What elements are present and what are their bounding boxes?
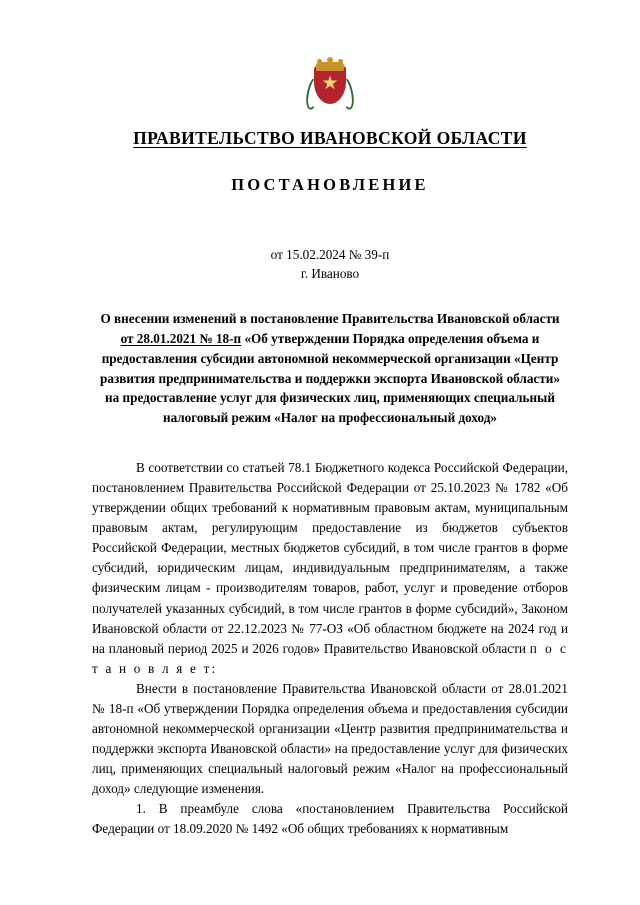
paragraph-1 bbox=[92, 458, 568, 679]
document-type-subtitle: ПОСТАНОВЛЕНИЕ bbox=[231, 175, 429, 194]
document-body bbox=[92, 458, 568, 839]
document-heading bbox=[92, 309, 568, 428]
document-city: г. Иваново bbox=[300, 266, 360, 282]
firebird-icon: ★ bbox=[321, 73, 339, 94]
resolves-word: п о с т а н о в л я е т: bbox=[92, 640, 569, 676]
emblem-container bbox=[92, 62, 568, 114]
crown-icon bbox=[316, 62, 344, 71]
crown-center-orb-icon bbox=[327, 57, 333, 63]
page-title: ПРАВИТЕЛЬСТВО ИВАНОВСКОЙ ОБЛАСТИ bbox=[133, 128, 527, 148]
document-heading-text: О внесении изменений в постановление Правительства Ивановской области от 28.01.2021 № 18-п «Об утверждении Порядка определения объема и предоставления субсидии автономной некоммерческой организации «Центр развития предпринимательства и поддержки экспорта Ивановской области» на предоставление услуг для физических лиц, применяющих специальный налоговый режим «Налог на профессиональный доход» bbox=[100, 311, 560, 426]
document-meta bbox=[92, 245, 568, 283]
paragraph-1-text: В соответствии со статьей 78.1 Бюджетного кодекса Российской Федерации, постановлением Правительства Российской Федерации от 25.10.2023 № 1782 «Об утверждении общих требований к нормативным правовым актам, муниципальным правовым актам, регулирующим предоставление из бюджетов субъектов Российской Федерации, местных бюджетов субсидий, в том числе грантов в форме субсидий, юридическим лицам, индивидуальным предпринимателям, а также физическим лицам - производителям товаров, работ, услуг и проведение отборов получателей указанных субсидий, в том числе грантов в форме субсидий», Законом Ивановской области от 22.12.2023 № 77-ОЗ «Об областном бюджете на 2024 год и на плановый период 2025 и 2026 годов» Правительство Ивановской области bbox=[92, 460, 568, 656]
document-date-number: от 15.02.2024 № 39-п bbox=[270, 247, 390, 262]
ivanovo-oblast-coat-of-arms-icon bbox=[308, 62, 352, 114]
heading-act-reference: от 28.01.2021 № 18-п bbox=[120, 331, 242, 347]
paragraph-2: Внести в постановление Правительства Ивановской области от 28.01.2021 № 18-п «Об утверждении Порядка определения объема и предоставления субсидии автономной некоммерческой организации «Центр развития предпринимательства и поддержки экспорта Ивановской области» на предоставление услуг для физических лиц, применяющих специальный налоговый режим «Налог на профессиональный доход» следующие изменения. bbox=[92, 680, 568, 797]
paragraph-3: 1. В преамбуле слова «постановлением Правительства Российской Федерации от 18.09.2020 № 1492 «Об общих требованиях к нормативным bbox=[92, 801, 568, 837]
